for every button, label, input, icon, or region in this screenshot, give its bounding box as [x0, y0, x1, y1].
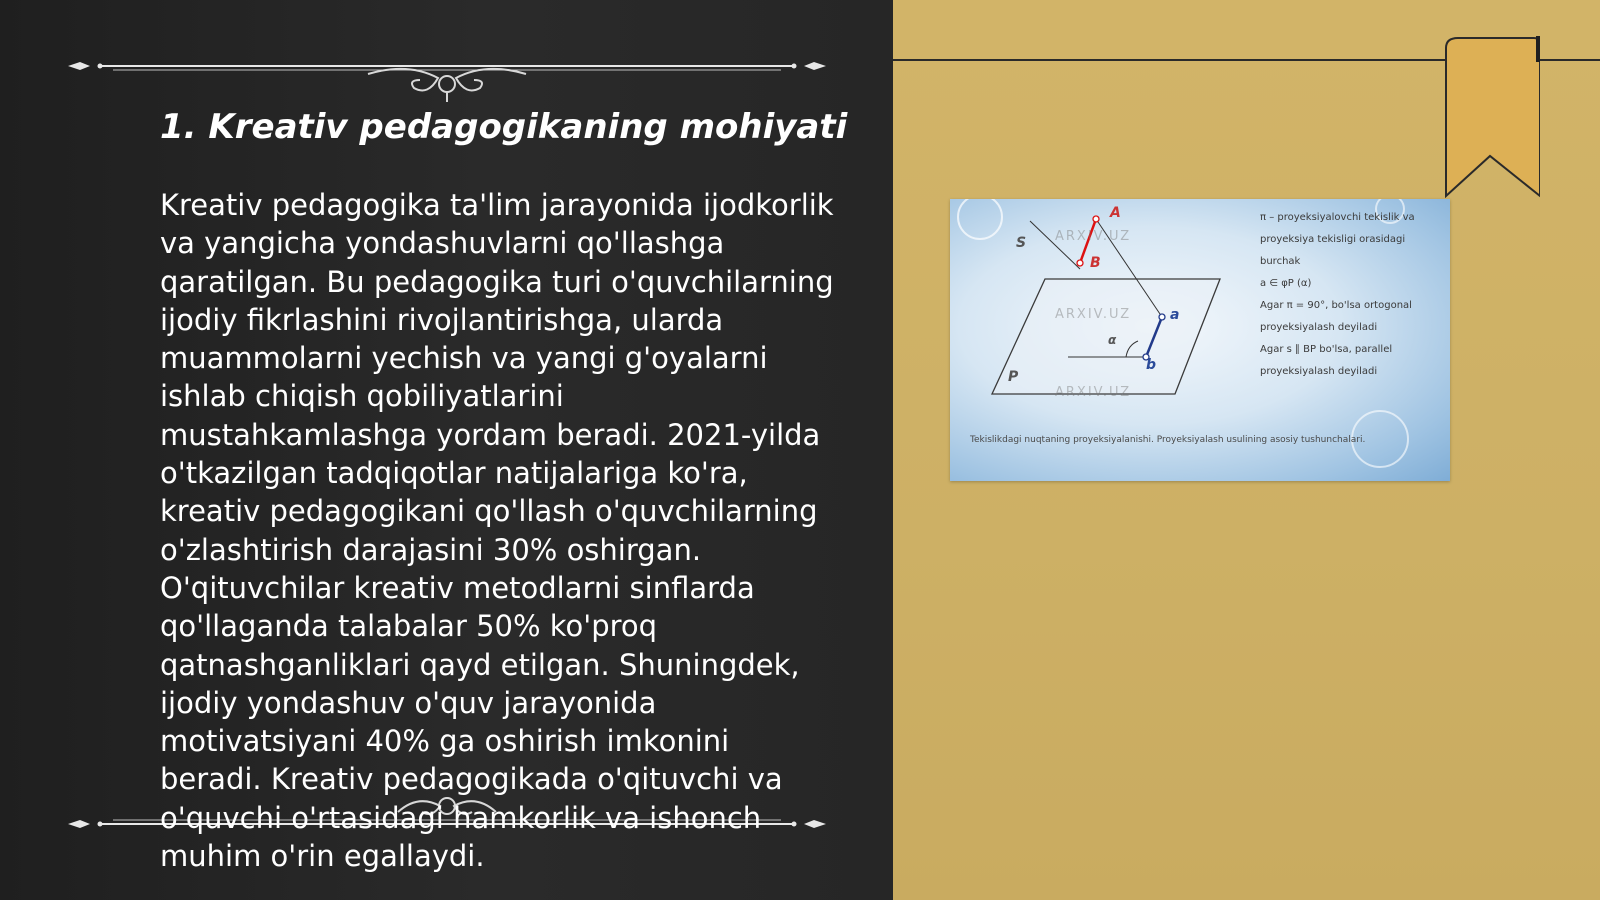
- note-line: proyeksiya tekisligi orasidagi: [1260, 234, 1406, 245]
- note-line: burchak: [1260, 256, 1301, 267]
- projection-label-a: a: [1170, 307, 1180, 323]
- slide-title: 1. Kreativ pedagogikaning mohiyati: [160, 107, 848, 147]
- diagram-notes: [1260, 207, 1440, 383]
- note-line: proyeksiyalash deyiladi: [1260, 366, 1378, 377]
- top-ornament-divider-icon: [68, 52, 826, 102]
- bookmark-ribbon-icon: [1436, 36, 1540, 198]
- point-label-a: A: [1110, 205, 1121, 221]
- angle-label: α: [1108, 333, 1117, 347]
- slide-body-text: Kreativ pedagogika ta'lim jarayonida ijodkorlik va yangicha yondashuvlarni qo'llashga qaratilgan. Bu pedagogika turi o'quvchilarning ijodiy fikrlashini rivojlantirishga, ularda muammolarni yechish va yangi g'oyalarni ishlab chiqish qobiliyatlarini mustahkamlashga yordam beradi. 2021-yilda o'tkazilgan tadqiqotlar natijalariga ko'ra, kreativ pedagogikani qo'llash o'quvchilarning o'zlashtirish darajasini 30% oshirgan. O'qituvchilar kreativ metodlarni sinflarda qo'llaganda talabalar 50% ko'proq qatnashganliklari qayd etilgan. Shuningdek, ijodiy yondashuv o'quv jarayonida motivatsiyani 40% ga oshirish imkonini beradi. Kreativ pedagogikada o'qituvchi va o'quvchi o'rtasidagi hamkorlik va ishonch muhim o'rin egallaydi.: [160, 188, 834, 874]
- note-line: Agar π = 90°, bo'lsa ortogonal: [1260, 300, 1412, 311]
- watermark-text-3: ARXIV.UZ: [1055, 385, 1132, 400]
- note-line: proyeksiyalash deyiladi: [1260, 322, 1378, 333]
- plane-label-p: P: [1008, 369, 1019, 385]
- note-line: a ∈ φP (α): [1260, 278, 1312, 289]
- projection-label-b: b: [1146, 357, 1157, 373]
- point-label-b: B: [1090, 255, 1101, 271]
- note-line: Agar s ∥ BP bo'lsa, parallel: [1260, 344, 1393, 355]
- note-line: π – proyeksiyalovchi tekislik va: [1260, 212, 1415, 223]
- direction-label-s: S: [1016, 235, 1027, 251]
- watermark-text-2: ARXIV.UZ: [1055, 307, 1132, 322]
- diagram-caption: Tekislikdagi nuqtaning proyeksiyalanishi. Proyeksiyalash usulining asosiy tushunchalari.: [970, 435, 1366, 445]
- projection-diagram-image: [950, 199, 1450, 481]
- watermark-text-1: ARXIV.UZ: [1055, 229, 1132, 244]
